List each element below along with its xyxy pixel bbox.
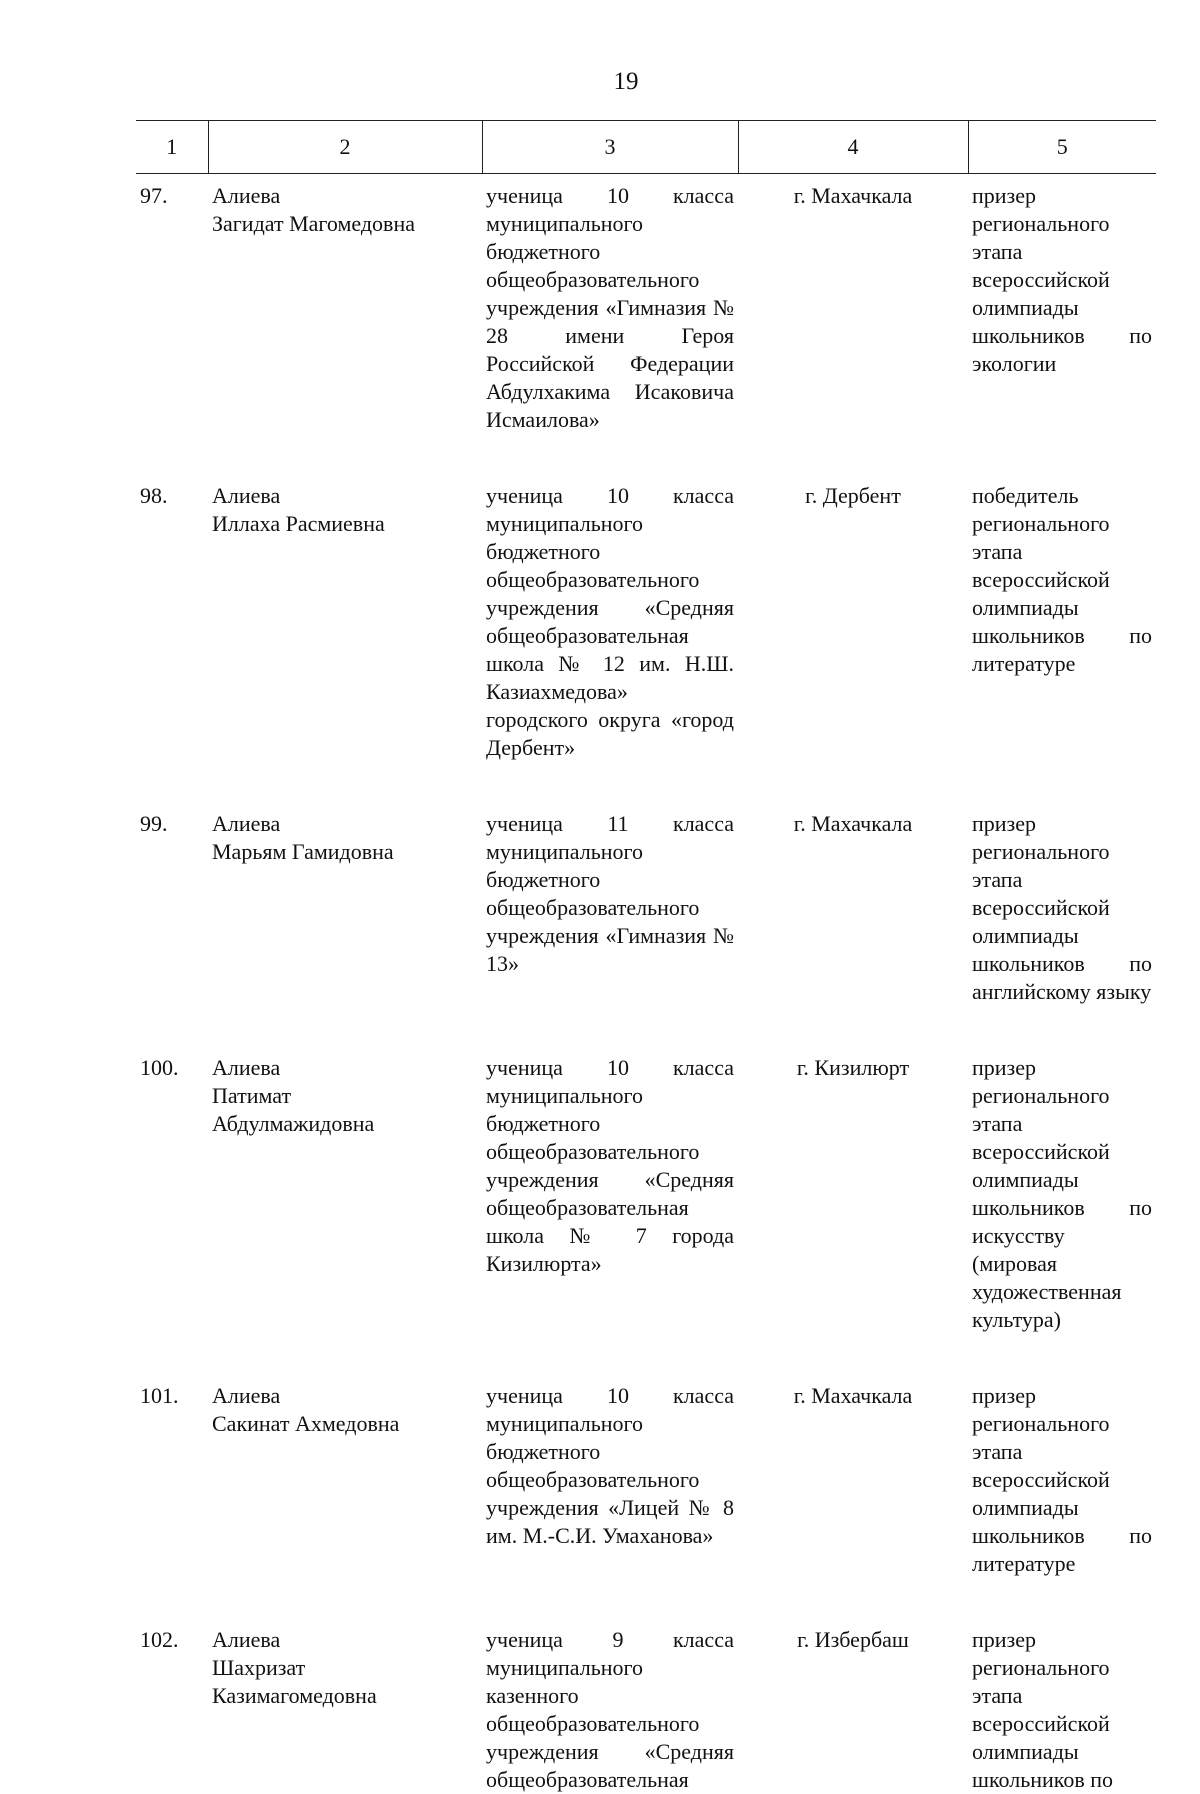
column-number-row — [136, 121, 1156, 174]
column-number: 5 — [968, 121, 1156, 174]
award: победитель регионального этапа всероссийской олимпиады школьников по литературе — [972, 483, 1152, 676]
row-number: 102. — [140, 1627, 179, 1652]
city: г. Избербаш — [797, 1627, 909, 1652]
awardees-table — [136, 120, 1156, 1794]
given-name: Патимат — [212, 1083, 292, 1108]
row-number: 101. — [140, 1383, 179, 1408]
award: призер регионального этапа всероссийской олимпиады школьников по английскому языку — [972, 811, 1152, 1004]
page-number: 19 — [613, 68, 639, 95]
surname: Алиева — [212, 483, 281, 508]
table-row — [136, 1046, 1156, 1374]
person-name — [208, 174, 482, 475]
surname: Алиева — [212, 1055, 281, 1080]
city: г. Махачкала — [793, 811, 913, 836]
given-names: Марьям Гамидовна — [212, 839, 394, 864]
city: г. Махачкала — [793, 1383, 913, 1408]
column-number: 1 — [136, 121, 208, 174]
column-number: 4 — [738, 121, 968, 174]
table-row — [136, 474, 1156, 802]
institution: ученица 10 класса муниципального бюджетного общеобразовательного учреждения «Средняя общеобразовательная школа № 12 им. Н.Ш. Казиахмедова» городского округа «город Дербент» — [486, 483, 734, 760]
row-number: 99. — [140, 811, 168, 836]
person-name — [208, 474, 482, 802]
person-name — [208, 802, 482, 1046]
surname: Алиева — [212, 811, 281, 836]
surname: Алиева — [212, 183, 281, 208]
row-number: 97. — [140, 183, 168, 208]
given-names: Сакинат Ахмедовна — [212, 1411, 400, 1436]
table-row — [136, 802, 1156, 1046]
person-name — [208, 1046, 482, 1374]
city: г. Дербент — [805, 483, 901, 508]
institution: ученица 10 класса муниципального бюджетного общеобразовательного учреждения «Лицей № 8 им. М.-С.И. Умаханова» — [486, 1383, 734, 1548]
table-row — [136, 174, 1156, 475]
column-number: 3 — [482, 121, 738, 174]
institution: ученица 9 класса муниципального казенного общеобразовательного учреждения «Средняя общеобразовательная — [486, 1627, 734, 1792]
institution: ученица 11 класса муниципального бюджетного общеобразовательного учреждения «Гимназия № 13» — [486, 811, 734, 976]
person-name — [208, 1618, 482, 1794]
city: г. Кизилюрт — [796, 1055, 910, 1080]
table-row — [136, 1618, 1156, 1794]
given-name: Шахризат — [212, 1655, 306, 1680]
given-names: Загидат Магомедовна — [212, 211, 415, 236]
institution: ученица 10 класса муниципального бюджетного общеобразовательного учреждения «Гимназия № 28 имени Героя Российской Федерации Абдулхакима Исаковича Исмаилова» — [486, 183, 734, 432]
row-number: 100. — [140, 1055, 179, 1080]
row-number: 98. — [140, 483, 168, 508]
surname: Алиева — [212, 1383, 281, 1408]
patronymic: Абдулмажидовна — [212, 1111, 375, 1136]
award: призер регионального этапа всероссийской олимпиады школьников по литературе — [972, 1383, 1152, 1576]
table-row — [136, 1374, 1156, 1618]
patronymic: Казимагомедовна — [212, 1683, 377, 1708]
given-names: Иллаха Расмиевна — [212, 511, 385, 536]
award: призер регионального этапа всероссийской олимпиады школьников по искусству (мировая художественная культура) — [972, 1055, 1152, 1332]
institution: ученица 10 класса муниципального бюджетного общеобразовательного учреждения «Средняя общеобразовательная школа № 7 города Кизилюрта» — [486, 1055, 734, 1276]
person-name — [208, 1374, 482, 1618]
city: г. Махачкала — [793, 183, 913, 208]
award: призер регионального этапа всероссийской олимпиады школьников по — [972, 1627, 1114, 1792]
surname: Алиева — [212, 1627, 281, 1652]
award: призер регионального этапа всероссийской олимпиады школьников по экологии — [972, 183, 1152, 376]
column-number: 2 — [208, 121, 482, 174]
